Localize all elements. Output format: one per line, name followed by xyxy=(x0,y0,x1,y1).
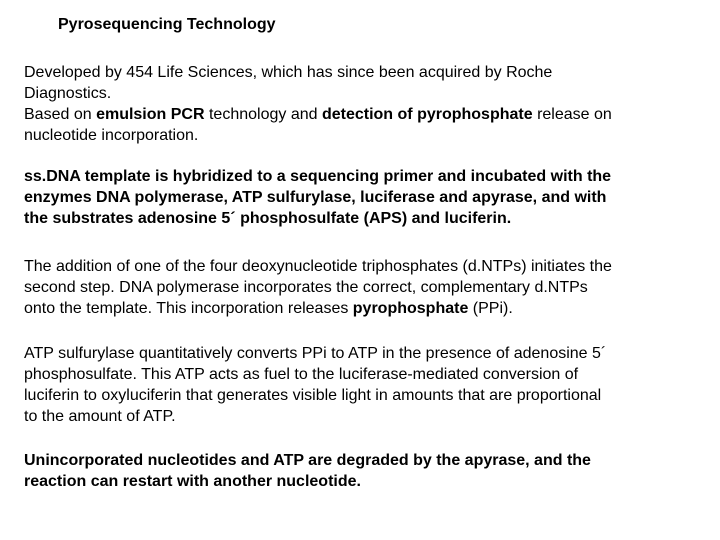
step1-line-1: ss.DNA template is hybridized to a sequencing primer and incubated with the xyxy=(24,168,612,185)
intro-paragraph xyxy=(24,62,704,146)
step1-line-3: the substrates adenosine 5´ phosphosulfate (APS) and luciferin. xyxy=(24,210,512,227)
intro-line-2: Diagnostics. xyxy=(24,85,112,102)
intro-text: release on xyxy=(532,106,612,123)
step1-paragraph xyxy=(24,166,704,229)
step2-text: onto the template. This incorporation releases xyxy=(24,300,353,317)
step4-paragraph xyxy=(24,450,704,492)
step3-line-4: to the amount of ATP. xyxy=(24,408,176,425)
step2-paragraph xyxy=(24,256,704,319)
page-title: Pyrosequencing Technology xyxy=(58,16,276,33)
intro-text: technology and xyxy=(204,106,322,123)
step2-text: (PPi). xyxy=(468,300,513,317)
intro-line-1: Developed by 454 Life Sciences, which has since been acquired by Roche xyxy=(24,64,553,81)
step2-line-3 xyxy=(24,298,704,319)
step4-line-2: reaction can restart with another nucleotide. xyxy=(24,473,361,490)
step1-line-2: enzymes DNA polymerase, ATP sulfurylase, luciferase and apyrase, and with xyxy=(24,189,607,206)
step3-line-3: luciferin to oxyluciferin that generates visible light in amounts that are proportional xyxy=(24,387,602,404)
step3-paragraph xyxy=(24,343,704,427)
step4-line-1: Unincorporated nucleotides and ATP are degraded by the apyrase, and the xyxy=(24,452,591,469)
intro-text: Based on xyxy=(24,106,97,123)
step2-line-2: second step. DNA polymerase incorporates the correct, complementary d.NTPs xyxy=(24,279,588,296)
step3-line-2: phosphosulfate. This ATP acts as fuel to the luciferase-mediated conversion of xyxy=(24,366,579,383)
pyrophosphate-detection-term: detection of pyrophosphate xyxy=(321,106,533,123)
step2-line-1: The addition of one of the four deoxynucleotide triphosphates (d.NTPs) initiates the xyxy=(24,258,612,275)
step3-line-1: ATP sulfurylase quantitatively converts PPi to ATP in the presence of adenosine 5´ xyxy=(24,345,607,362)
emulsion-pcr-term: emulsion PCR xyxy=(96,106,205,123)
intro-line-4: nucleotide incorporation. xyxy=(24,127,199,144)
intro-line-3 xyxy=(24,104,704,125)
pyrophosphate-term: pyrophosphate xyxy=(352,300,469,317)
